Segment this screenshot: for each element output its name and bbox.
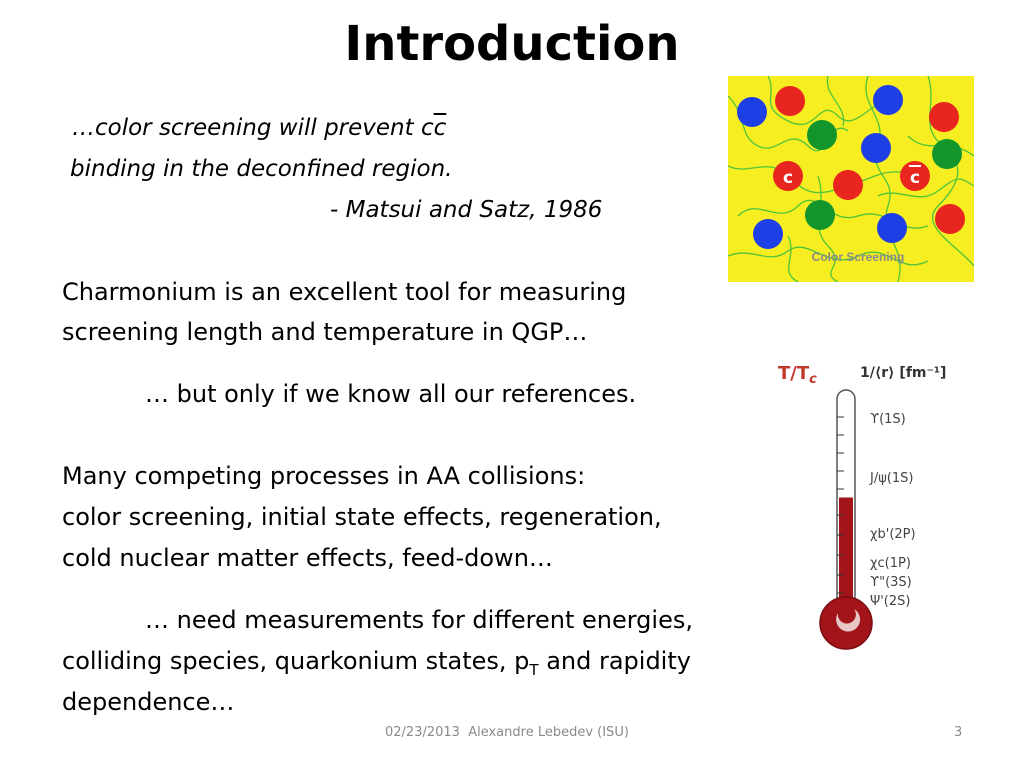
para3-line-2-text: colliding species, quarkonium states, p: [62, 647, 530, 675]
slide-title: Introduction: [344, 16, 680, 72]
state-jpsi-1s: J/ψ(1S): [870, 471, 914, 486]
para2-line-3: cold nuclear matter effects, feed-down…: [62, 544, 553, 572]
charm-label: c: [782, 168, 794, 188]
state-psi-2s: Ψ'(2S): [870, 594, 911, 609]
page-number: 3: [954, 725, 963, 740]
blue-charge: [877, 213, 907, 243]
thermo-header-radius: 1/⟨r⟩ [fm⁻¹]: [860, 365, 947, 381]
red-charge: [833, 170, 863, 200]
footer-date: 02/23/2013: [385, 725, 460, 740]
footer-info: [385, 725, 629, 740]
red-charge: [935, 204, 965, 234]
green-charge: [932, 139, 962, 169]
state-upsilon-1s: ϒ(1S): [870, 412, 906, 427]
para2-line-1: Many competing processes in AA collisions:: [62, 462, 586, 490]
para1-indented: … but only if we know all our references.: [145, 380, 637, 408]
quote-attribution: - Matsui and Satz, 1986: [330, 197, 603, 223]
state-chic-1p: χc(1P): [870, 556, 911, 571]
blue-charge: [737, 97, 767, 127]
state-chib-2p: χb'(2P): [870, 527, 916, 542]
para3-line-3: dependence…: [62, 688, 235, 716]
thermometer-bulb: [820, 597, 872, 649]
quote-line-1: [72, 115, 446, 141]
state-upsilon-3s: ϒ"(3S): [870, 575, 912, 590]
green-charge: [805, 200, 835, 230]
para3-line-1: … need measurements for different energies,: [145, 606, 693, 634]
pt-subscript: T: [529, 660, 539, 679]
blue-charge: [873, 85, 903, 115]
anticharm-label: c: [909, 168, 921, 188]
quarkonium-states: [869, 412, 916, 609]
blue-charge: [753, 219, 783, 249]
para3-line-2-suffix: and rapidity: [538, 647, 691, 675]
para1-line-2: screening length and temperature in QGP…: [62, 318, 588, 346]
red-charge: [775, 86, 805, 116]
para1-line-1: Charmonium is an excellent tool for measuring: [62, 278, 627, 306]
quote-line-2: binding in the deconfined region.: [70, 156, 453, 182]
red-charge: [929, 102, 959, 132]
para2-line-2: color screening, initial state effects, regeneration,: [62, 503, 662, 531]
quote-anticharm: $\overline{c}$: [433, 115, 447, 141]
thermometer-figure: [770, 355, 980, 660]
footer-author: Alexandre Lebedev (ISU): [468, 725, 629, 740]
quote-line-1-text: …color screening will prevent c: [72, 115, 434, 141]
green-charge: [807, 120, 837, 150]
blue-charge: [861, 133, 891, 163]
thermo-header-tc: $T/T_c$: [778, 363, 817, 387]
figure-caption: Color Screening: [811, 250, 905, 264]
color-screening-figure: [728, 76, 974, 282]
